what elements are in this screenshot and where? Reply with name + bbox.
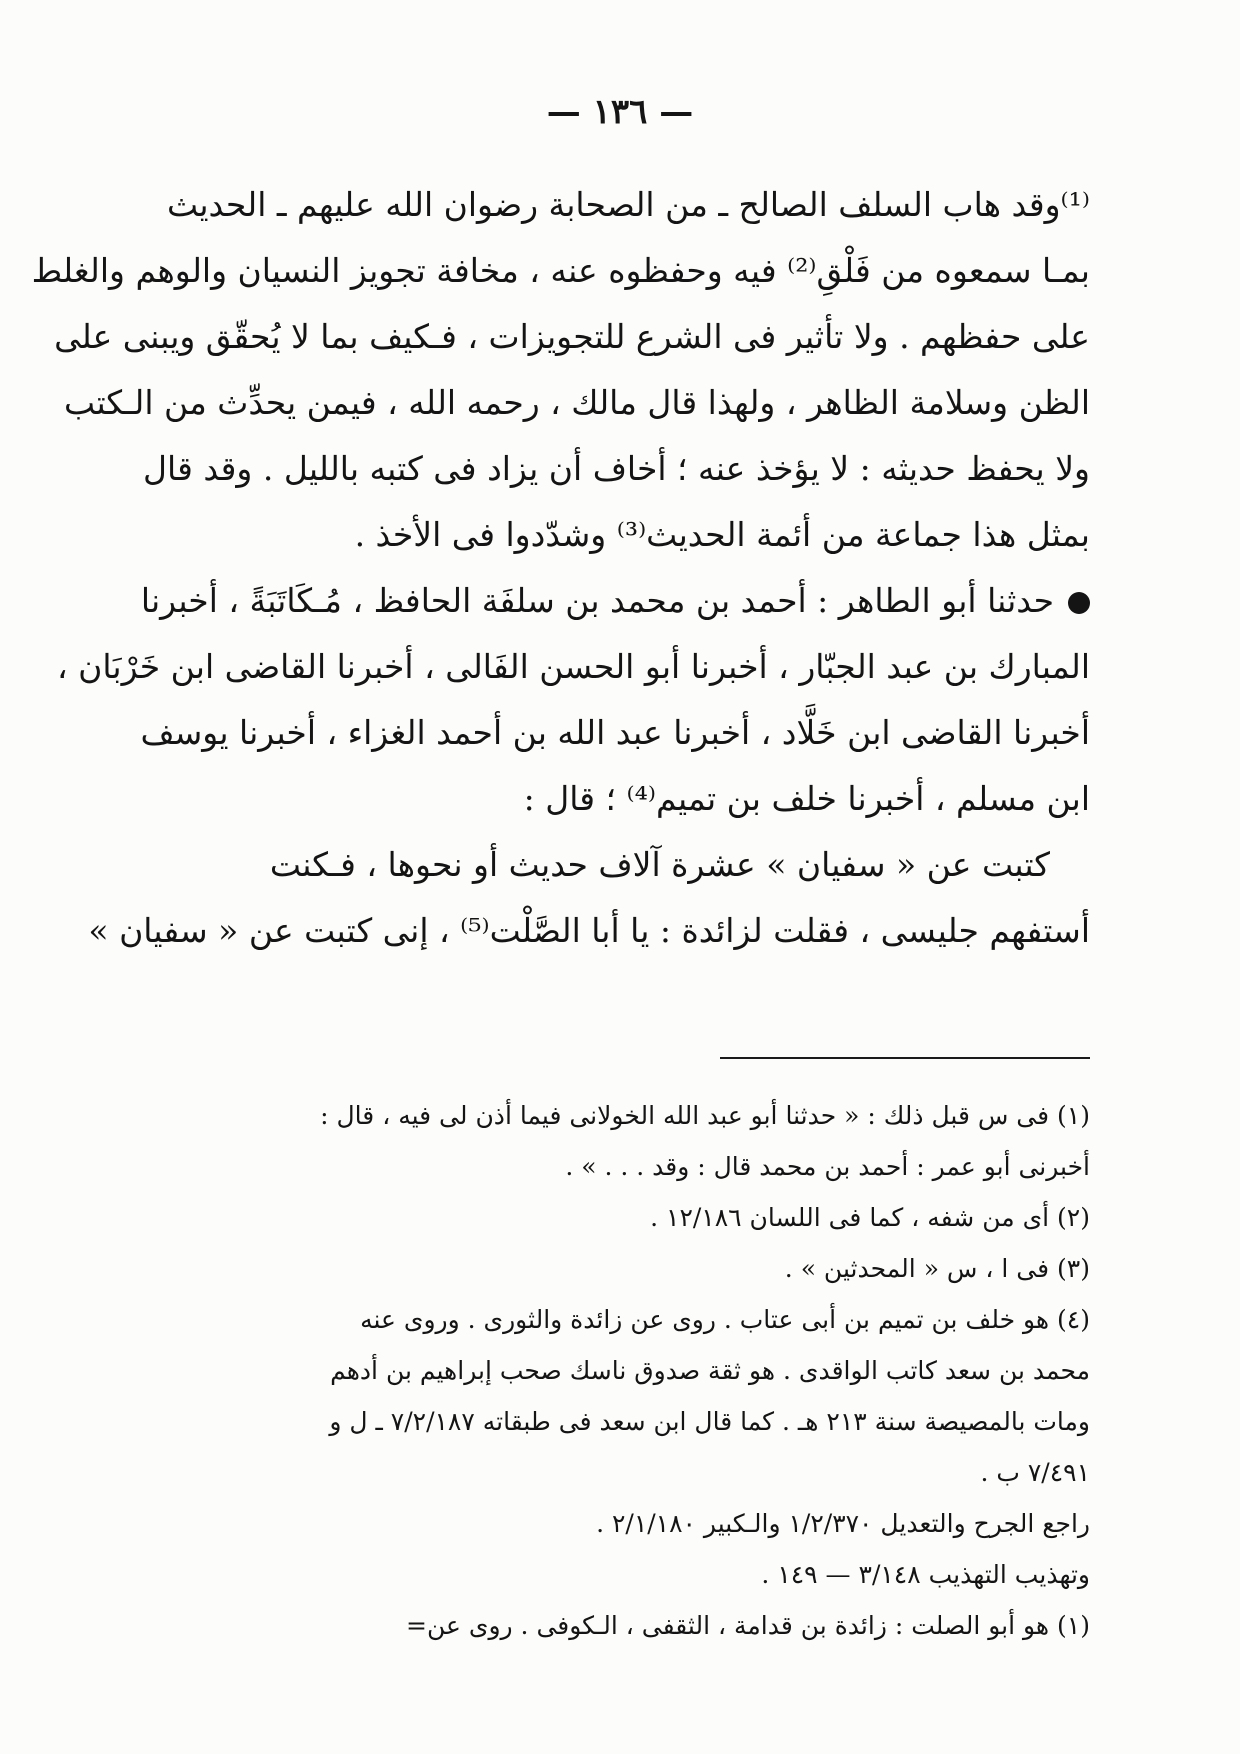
text-line: كتبت عن « سفيان » عشرة آلاف حديث أو نحوها ، فـكنت — [269, 845, 1050, 884]
footnote-line: (١) فى س قبل ذلك : « حدثنا أبو عبد الله الخولانى فيما أذن لى فيه ، قال : — [320, 1101, 1090, 1130]
footnote-line: (٤) هو خلف بن تميم بن أبى عتاب . روى عن زائدة والثورى . وروى عنه — [360, 1305, 1090, 1334]
text-line: بمـا سمعوه من فَلْقِ⁽²⁾ فيه وحفظوه عنه ، مخافة تجويز النسيان والوهم والغلط — [31, 251, 1090, 290]
text-line: على حفظهم . ولا تأثير فى الشرع للتجويزات ، فـكيف بما لا يُحقّق ويبنى على — [54, 317, 1090, 356]
text-line: الظن وسلامة الظاهر ، ولهذا قال مالك ، رحمه الله ، فيمن يحدِّث من الـكتب — [64, 383, 1090, 422]
page-number: — ١٣٦ — — [546, 92, 694, 132]
footnote-line: (١) هو أبو الصلت : زائدة بن قدامة ، الثقفى ، الـكوفى . روى عن= — [406, 1611, 1090, 1640]
text-line: بمثل هذا جماعة من أئمة الحديث⁽³⁾ وشدّدوا فى الأخذ . — [354, 515, 1090, 554]
footnote-divider — [720, 1057, 1090, 1059]
reference-line: وتهذيب التهذيب ٣/١٤٨ — ١٤٩ . — [761, 1560, 1090, 1589]
text-line: أستفهم جليسى ، فقلت لزائدة : يا أبا الصَّلْت⁽⁵⁾ ، إنى كتبت عن « سفيان » — [88, 911, 1090, 950]
footnote-line: أخبرنى أبو عمر : أحمد بن محمد قال : وقد . . . » . — [565, 1152, 1090, 1181]
footnote-line: ٧/٤٩١ ب . — [980, 1458, 1090, 1487]
text-line — [140, 568, 1090, 634]
text-line: ولا يحفظ حديثه : لا يؤخذ عنه ؛ أخاف أن يزاد فى كتبه بالليل . وقد قال — [143, 449, 1090, 488]
text-line: ابن مسلم ، أخبرنا خلف بن تميم⁽⁴⁾ ؛ قال : — [523, 779, 1090, 818]
footnote-line: ومات بالمصيصة سنة ٢١٣ هـ . كما قال ابن سعد فى طبقاته ٧/٢/١٨٧ ـ ل و — [329, 1407, 1090, 1436]
footnote-line: (٣) فى ا ، س « المحدثين » . — [784, 1254, 1090, 1283]
text-line: المبارك بن عبد الجبّار ، أخبرنا أبو الحسن الفَالى ، أخبرنا القاضى ابن خَرْبَان ، — [56, 647, 1090, 686]
footnotes — [150, 1090, 1090, 1651]
text-line-content: حدثنا أبو الطاهر : أحمد بن محمد بن سلفَة الحافظ ، مُـكَاتَبَةً ، أخبرنا — [140, 581, 1054, 620]
bullet-dot-icon — [1068, 592, 1090, 614]
footnote-line: (٢) أى من شفه ، كما فى اللسان ١٢/١٨٦ . — [650, 1203, 1090, 1232]
reference-line: راجع الجرح والتعديل ١/٢/٣٧٠ والـكبير ٢/١/١٨٠ . — [596, 1509, 1090, 1538]
main-text — [31, 172, 1090, 964]
text-line: ⁽¹⁾وقد هاب السلف الصالح ـ من الصحابة رضوان الله عليهم ـ الحديث — [166, 185, 1090, 224]
reference-block — [150, 1498, 1090, 1600]
footnote-line: محمد بن سعد كاتب الواقدى . هو ثقة صدوق ناسك صحب إبراهيم بن أدهم — [330, 1356, 1090, 1385]
text-line: أخبرنا القاضى ابن خَلَّاد ، أخبرنا عبد الله بن أحمد الغزاء ، أخبرنا يوسف — [140, 713, 1090, 752]
